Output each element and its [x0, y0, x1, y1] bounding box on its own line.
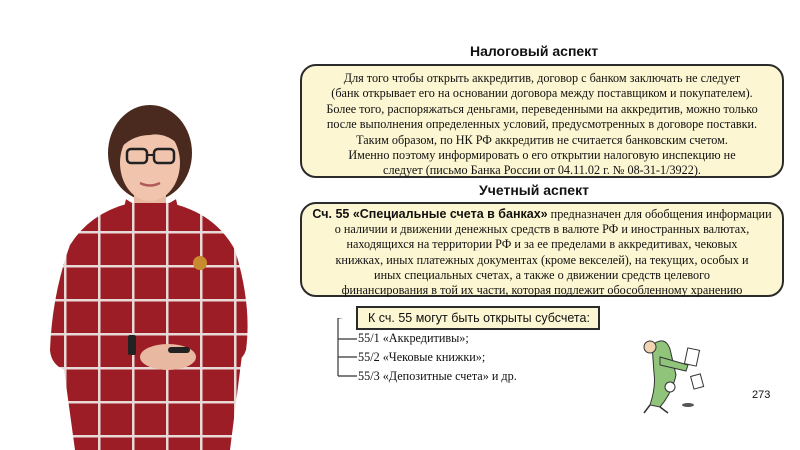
- tax-line: Для того чтобы открыть аккредитив, договор с банком заключать не следует: [343, 71, 741, 85]
- tax-line: Именно поэтому информировать о его открытии налоговую инспекцию не: [348, 148, 736, 163]
- presenter-image: [30, 95, 270, 450]
- accounting-line: иных специальных счетах, а также о движении средств целевого: [374, 267, 710, 282]
- accounting-aspect-box: [300, 202, 784, 297]
- accounting-line: финансирования в той их части, которая подлежит обособленному хранению: [341, 283, 743, 298]
- subaccounts-header-box: К сч. 55 могут быть открыты субсчета:: [356, 306, 600, 330]
- account-55-term: Сч. 55 «Специальные счета в банках»: [312, 207, 548, 221]
- tax-line: Более того, распоряжаться деньгами, переведенными на аккредитив, можно только: [326, 101, 758, 116]
- accounting-line: находящихся на территории РФ и за ее пределами в аккредитивах, чековых: [346, 237, 738, 252]
- page-number: 273: [752, 389, 771, 401]
- subaccount-bracket: [330, 318, 360, 380]
- businessman-with-documents-icon: [630, 335, 720, 415]
- accounting-aspect-title: Учетный аспект: [479, 182, 589, 198]
- tax-line: после выполнения определенных условий, предусмотренных в договоре поставки.: [326, 117, 758, 132]
- accounting-line: книжках, иных платежных документах (кроме векселей), на текущих, особых и: [335, 252, 749, 267]
- tax-line: Таким образом, по НК РФ аккредитив не считается банковским счетом.: [356, 132, 728, 147]
- tax-line: (банк открывает его на основании договора между поставщиком и покупателем).: [331, 86, 753, 101]
- subaccount-item: 55/2 «Чековые книжки»;: [358, 350, 486, 364]
- accounting-line-first-rest: предназначен для обобщения информации: [547, 207, 772, 221]
- subaccount-item: 55/1 «Аккредитивы»;: [358, 331, 469, 345]
- accounting-line: о наличии и движении денежных средств в валюте РФ и иностранных валютах,: [334, 222, 750, 237]
- accounting-line-first: [312, 207, 772, 222]
- tax-aspect-title: Налоговый аспект: [469, 43, 599, 59]
- tax-line: следует (письмо Банка России от 04.11.02 г. № 08-31-1/3922).: [383, 163, 701, 178]
- subaccount-item: 55/3 «Депозитные счета» и др.: [358, 369, 517, 383]
- tax-aspect-box: [300, 64, 784, 178]
